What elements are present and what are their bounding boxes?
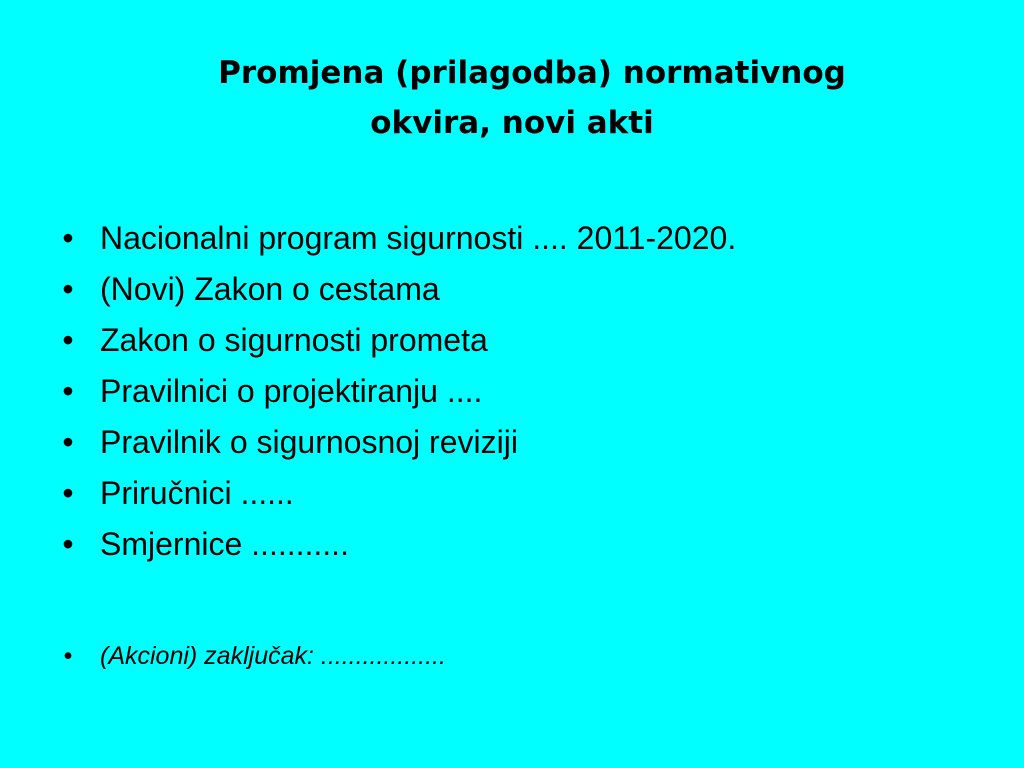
bullet-dot-icon: • bbox=[62, 322, 74, 358]
bullet-item bbox=[56, 468, 996, 519]
bullet-dot-icon: • bbox=[63, 642, 73, 670]
bullet-text: (Novi) Zakon o cestama bbox=[100, 271, 440, 307]
slide-title-line-2: okvira, novi akti bbox=[370, 105, 654, 141]
bullet-item bbox=[56, 315, 996, 366]
slide-title-line-1: Promjena (prilagodba) normativnog bbox=[218, 55, 846, 91]
bullet-item bbox=[56, 519, 996, 570]
slide-title bbox=[0, 48, 1024, 148]
bullet-text: Smjernice ........... bbox=[100, 526, 349, 562]
bullet-list bbox=[56, 213, 996, 570]
bullet-item bbox=[56, 417, 996, 468]
bullet-text: Pravilnik o sigurnosnoj reviziji bbox=[100, 424, 518, 460]
bullet-text: Pravilnici o projektiranju .... bbox=[100, 373, 483, 409]
bullet-dot-icon: • bbox=[62, 526, 74, 562]
conclusion-item bbox=[56, 636, 996, 676]
bullet-item bbox=[56, 264, 996, 315]
bullet-text: Nacionalni program sigurnosti .... 2011-2020. bbox=[100, 220, 737, 256]
bullet-dot-icon: • bbox=[62, 271, 74, 307]
conclusion-text: (Akcioni) zaključak: .................. bbox=[100, 642, 446, 670]
bullet-dot-icon: • bbox=[62, 424, 74, 460]
bullet-dot-icon: • bbox=[62, 373, 74, 409]
bullet-text: Priručnici ...... bbox=[100, 475, 294, 511]
bullet-item bbox=[56, 213, 996, 264]
bullet-item bbox=[56, 366, 996, 417]
bullet-dot-icon: • bbox=[62, 475, 74, 511]
conclusion-list bbox=[56, 636, 996, 676]
bullet-text: Zakon o sigurnosti prometa bbox=[100, 322, 488, 358]
bullet-dot-icon: • bbox=[62, 220, 74, 256]
